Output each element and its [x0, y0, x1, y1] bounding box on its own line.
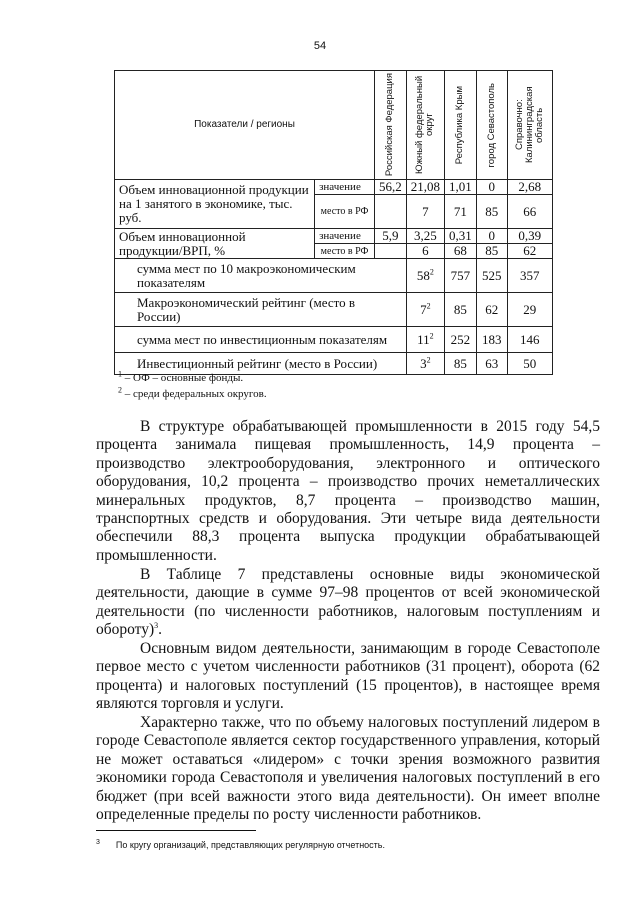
table-cell: 85 — [476, 195, 507, 229]
header-region: город Севастополь — [476, 71, 507, 180]
paragraph: В Таблице 7 представлены основные виды экономической деятельности, дающие в сумме 97–98 процентов от всей экономической деятельности (по численности работников, налоговым поступлениям и обороту)$^3$. — [96, 566, 600, 639]
table-note: $^2$ – среди федеральных округов. — [118, 385, 267, 400]
table-cell: $7^2$ — [406, 293, 444, 327]
table-cell: 21,08 — [406, 180, 444, 195]
row-sub: значение — [315, 180, 375, 195]
table-row — [115, 259, 553, 293]
header-region: Российская Федерация — [375, 71, 407, 180]
table-cell: 62 — [507, 244, 552, 259]
table-cell: 146 — [507, 327, 552, 353]
table-header-row — [115, 71, 553, 180]
table-cell: 62 — [476, 293, 507, 327]
table-cell: 29 — [507, 293, 552, 327]
table-cell: 0 — [476, 229, 507, 244]
table-cell: 66 — [507, 195, 552, 229]
table-cell: 183 — [476, 327, 507, 353]
table-cell: 85 — [445, 293, 477, 327]
table-cell: 1,01 — [445, 180, 477, 195]
table-cell: 0,31 — [445, 229, 477, 244]
row-sub: место в РФ — [315, 195, 375, 229]
table-row — [115, 293, 553, 327]
header-region: Южный федеральный округ — [406, 71, 444, 180]
row-sub: место в РФ — [315, 244, 375, 259]
table-row — [115, 180, 553, 195]
row-label: Объем инновационной продукции на 1 занятого в экономике, тыс. руб. — [115, 180, 315, 229]
table-cell: 85 — [476, 244, 507, 259]
row-label: Объем инновационной продукции/ВРП, % — [115, 229, 315, 259]
table-cell: $3^2$ — [406, 353, 444, 375]
paragraph: В структуре обрабатывающей промышленности в 2015 году 54,5 процента занимала пищевая промышленность, 14,9 процента – производство электрооборудования, электронного и оптического оборудования, 10,2 процента – производство прочих неметаллических минеральных продуктов, 8,7 процента – производство машин, транспортных средств и оборудования. Эти четыре вида деятельности обеспечили 88,3 процента выпуска продукции обрабатывающей промышленности. — [96, 418, 600, 564]
table-cell: 525 — [476, 259, 507, 293]
table-cell — [375, 195, 407, 229]
row-label: сумма мест по 10 макроэкономическим показателям — [115, 259, 407, 293]
header-region: Справочно: Калининградская область — [507, 71, 552, 180]
table-cell: $11^2$ — [406, 327, 444, 353]
row-label: сумма мест по инвестиционным показателям — [115, 327, 407, 353]
row-label: Макроэкономический рейтинг (место в России) — [115, 293, 407, 327]
table-cell: 71 — [445, 195, 477, 229]
table-cell: 56,2 — [375, 180, 407, 195]
table-row — [115, 327, 553, 353]
table-cell: 0,39 — [507, 229, 552, 244]
table-cell: 50 — [507, 353, 552, 375]
table-note: $^1$ – ОФ – основные фонды. — [118, 369, 244, 384]
table-cell: 63 — [476, 353, 507, 375]
table-cell: 6 — [406, 244, 444, 259]
indicators-table — [114, 70, 553, 375]
table-cell: 85 — [445, 353, 477, 375]
table-cell: 252 — [445, 327, 477, 353]
table-cell: 5,9 — [375, 229, 407, 244]
table-cell: 68 — [445, 244, 477, 259]
table-row — [115, 229, 553, 244]
table-cell: 0 — [476, 180, 507, 195]
header-region: Республика Крым — [445, 71, 477, 180]
paragraph: Характерно также, что по объему налоговых поступлений лидером в городе Севастополе является сектор государственного управления, который не может оставаться «лидером» с точки зрения возможного развития экономики города Севастополя и увеличения налоговых поступлений в его бюджет (при всей важности этого вида деятельности). Он имеет вполне определенные пределы по росту численности работников. — [96, 714, 600, 824]
paragraph: Основным видом деятельности, занимающим в городе Севастополе первое место с учетом численности работников (31 процент), оборота (62 процента) и налоговых поступлений (15 процентов), в настоящее время являются торговля и услуги. — [96, 640, 600, 713]
table-cell: 357 — [507, 259, 552, 293]
row-sub: значение — [315, 229, 375, 244]
table-cell: 2,68 — [507, 180, 552, 195]
table-cell: 7 — [406, 195, 444, 229]
footnote-divider — [96, 830, 256, 831]
header-label: Показатели / регионы — [115, 71, 375, 180]
table-cell — [375, 244, 407, 259]
row-label: Инвестиционный рейтинг (место в России) — [115, 353, 407, 375]
page-number: 54 — [313, 40, 327, 52]
table-cell: $58^2$ — [406, 259, 444, 293]
table-cell: 757 — [445, 259, 477, 293]
footnote: $^3$ По кругу организаций, представляющих регулярную отчетность. — [96, 839, 385, 850]
table-cell: 3,25 — [406, 229, 444, 244]
